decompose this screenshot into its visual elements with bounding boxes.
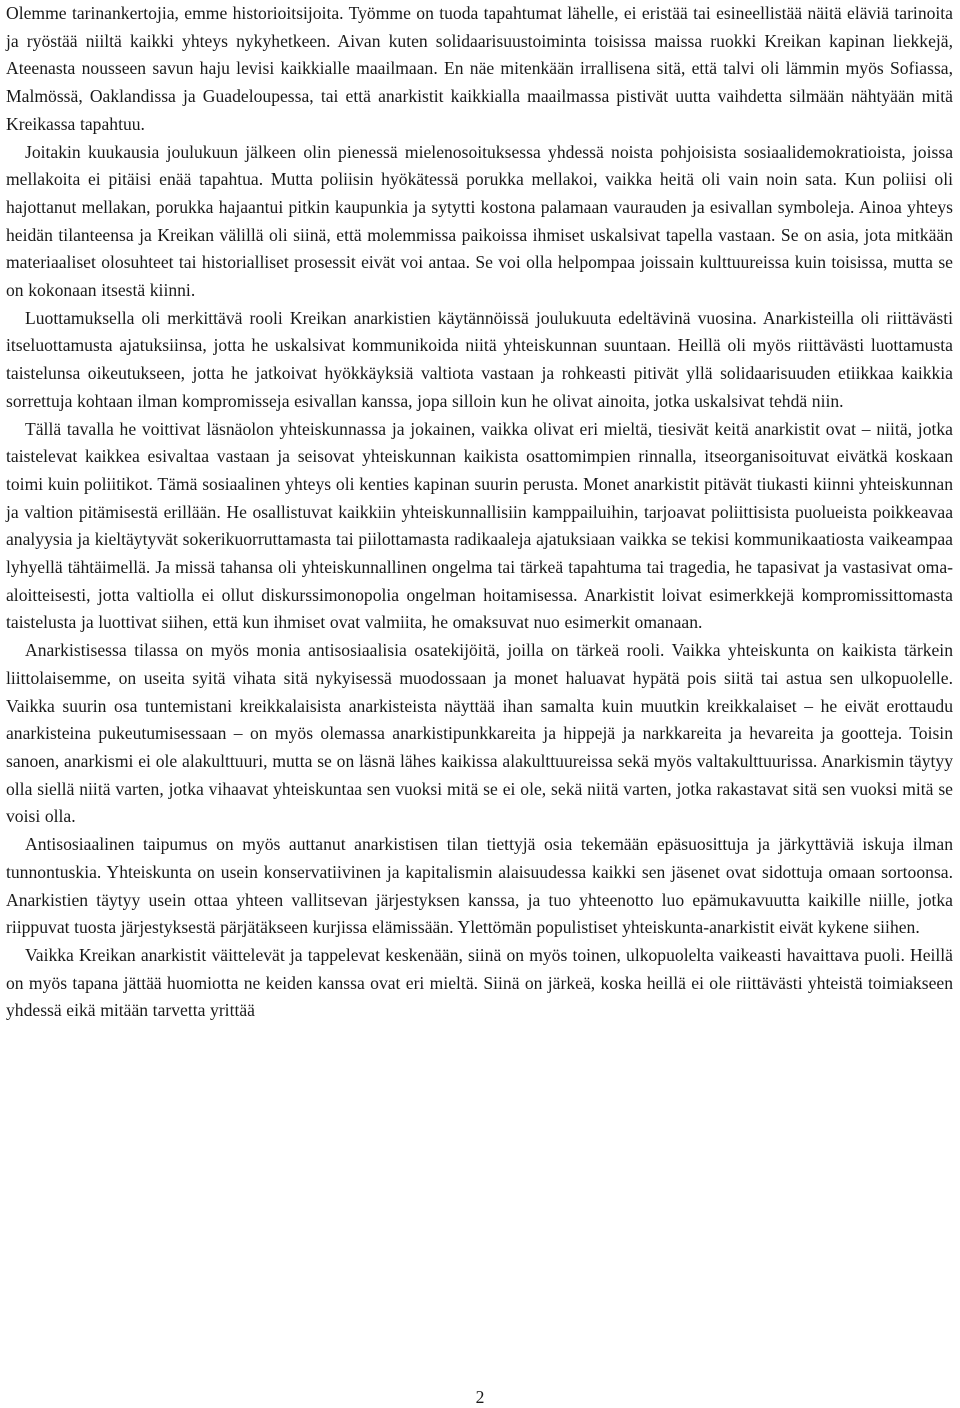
paragraph-2: Joitakin kuukausia joulukuun jälkeen olin pienessä mielenosoituksessa yhdessä noista pohjoisista sosiaalidemokratioista, joissa mellakoita ei pitäisi enää tapahtua. Mutta poliisin hyökätessä porukka mellakoi, vaikka heitä oli vain noin sata. Kun poliisi oli hajottanut mellakan, porukka hajaantui pitkin kaupunkia ja sytytti kostona palamaan vaurauden ja esivallan symboleja. Ainoa yhteys heidän tilanteensa ja Kreikan välillä oli siinä, että molemmissa paikoissa ihmiset uskalsivat tapella vastaan. Se on asia, jota mitkään materiaaliset olosuhteet tai historialliset prosessit eivät voi antaa. Se voi olla helpompaa joissain kulttuureissa kuin toisissa, mutta se on kokonaan itsestä kiinni. (6, 141, 953, 301)
paragraph-7: Vaikka Kreikan anarkistit väittelevät ja tappelevat keskenään, siinä on myös toinen, ulkopuolelta vaikeasti havaittava puoli. Heillä on myös tapana jättää huomiotta ne keiden kanssa ovat eri mieltä. Siinä on järkeä, koska heillä ei ole riittävästi yhteistä toimiakseen yhdessä eikä mitään tarvetta yrittää (6, 944, 953, 1021)
paragraph-4: Tällä tavalla he voittivat läsnäolon yhteiskunnassa ja jokainen, vaikka olivat eri mieltä, tiesivät keitä anarkistit ovat – niitä, jotka taistelevat kaikkea esivaltaa vastaan ja seisovat yhteiskunnan kaikista osattomimpien rinnalla, itseorganisoituvat eivätkä koskaan toimi kuin poliitikot. Tämä sosiaalinen yhteys oli kenties kapinan suurin perusta. Monet anarkistit pitävät tiukasti kiinni yhteiskunnan ja valtion pitämisestä erillään. He osallistuvat kaikkiin yhteiskunnallisiin kamppailuihin, tarjoavat poliittisista puolueista poikkeavaa analyysia ja kieltäytyvät sokerikuorruttamasta tai piilottamasta radikaaleja ajatuksiaan vaikka se tekisi kommunikaatiosta vaikeampaa lyhyellä tähtäimellä. Ja missä tahansa oli yhteiskunnallinen ongelma tai tärkeä tapahtuma tai tragedia, he tapasivat ja vastasivat oma-aloitteisesti, jotta valtiolla ei ollut diskurssimonopolia ongelman hoitamisessa. Anarkistit loivat esimerkkejä kompromissittomasta taistelusta ja luottivat siihen, että kun ihmiset ovat valmiita, he omaksuvat nuo esimerkit omanaan. (6, 418, 953, 633)
paragraph-6: Antisosiaalinen taipumus on myös auttanut anarkistisen tilan tiettyjä osia tekemään epäsuosittuja ja järkyttäviä iskuja ilman tunnontuskia. Yhteiskunta on usein konservatiivinen ja kapitalismin alaisuudessa kaikki sen jäsenet ovat sidottuja omaan sortoonsa. Anarkistien täytyy usein ottaa yhteen vallitsevan järjestyksen kanssa, ja tuo yhteenotto luo epämukavuutta kaikille niille, jotka riippuvat tuosta järjestyksestä pärjätäkseen kurjissa elämissään. Ylettömän populistiset yhteiskunta-anarkistit eivät kykene siihen. (6, 834, 953, 938)
paragraph-3: Luottamuksella oli merkittävä rooli Kreikan anarkistien käytännöissä joulukuuta edeltävinä vuosina. Anarkisteilla oli riittävästi itseluottamusta ajatuksiinsa, jotta he uskalsivat kommunikoida niitä yhteiskunnan suuntaan. Heillä oli myös riittävästi luottamusta taistelunsa oikeutukseen, jotta he jatkoivat hyökkäyksiä valtiota vastaan ja rohkeasti pitivät yllä solidaarisuuden etiikkaa kaikkia sorrettuja kohtaan ilman kompromisseja esivallan kanssa, jopa silloin kun he olivat ainoita, jotka uskalsivat tehdä niin. (6, 307, 953, 411)
body-text (6, 0, 953, 1025)
page-number: 2 (475, 1387, 485, 1407)
paragraph-1: Olemme tarinankertojia, emme historioitsijoita. Työmme on tuoda tapahtumat lähelle, ei eristää tai esineellistää näitä eläviä tarinoita ja ryöstää niiltä kaikki yhteys nykyhetkeen. Aivan kuten solidaarisuustoiminta toisissa maissa ruokki Kreikan kapinan liekkejä, Ateenasta nousseen savun haju levisi kaikkialle maailmaan. En näe mitenkään irrallisena sitä, että talvi oli lämmin myös Sofiassa, Malmössä, Oaklandissa ja Guadeloupessa, tai että anarkistit kaikkialla maailmassa pistivät uutta vaihdetta silmään nähtyään mitä Kreikassa tapahtuu. (6, 3, 953, 134)
paragraph-5: Anarkistisessa tilassa on myös monia antisosiaalisia osatekijöitä, joilla on tärkeä rooli. Vaikka yhteiskunta on kaikista tärkein liittolaisemme, on useita syitä vihata sitä nykyisessä muodossaan ja monet haluavat hypätä pois siitä tai astua sen ulkopuolelle. Vaikka suurin osa tuntemistani kreikkalaisista anarkisteista näyttää ihan samalta kuin muutkin kreikkalaiset – he eivät erottaudu anarkisteina pukeutumisessaan – on myös olemassa anarkistipunkkareita ja hippejä ja narkkareita ja hevareita ja gootteja. Toisin sanoen, anarkismi ei ole alakulttuuri, mutta se on läsnä lähes kaikissa alakulttuureissa sekä myös valtakulttuurissa. Anarkismin täytyy olla siellä niitä varten, jotka vihaavat yhteiskuntaa sen vuoksi mitä se ei ole, sekä niitä varten, jotka rakastavat sitä sen vuoksi mitä se voisi olla. (6, 640, 953, 827)
